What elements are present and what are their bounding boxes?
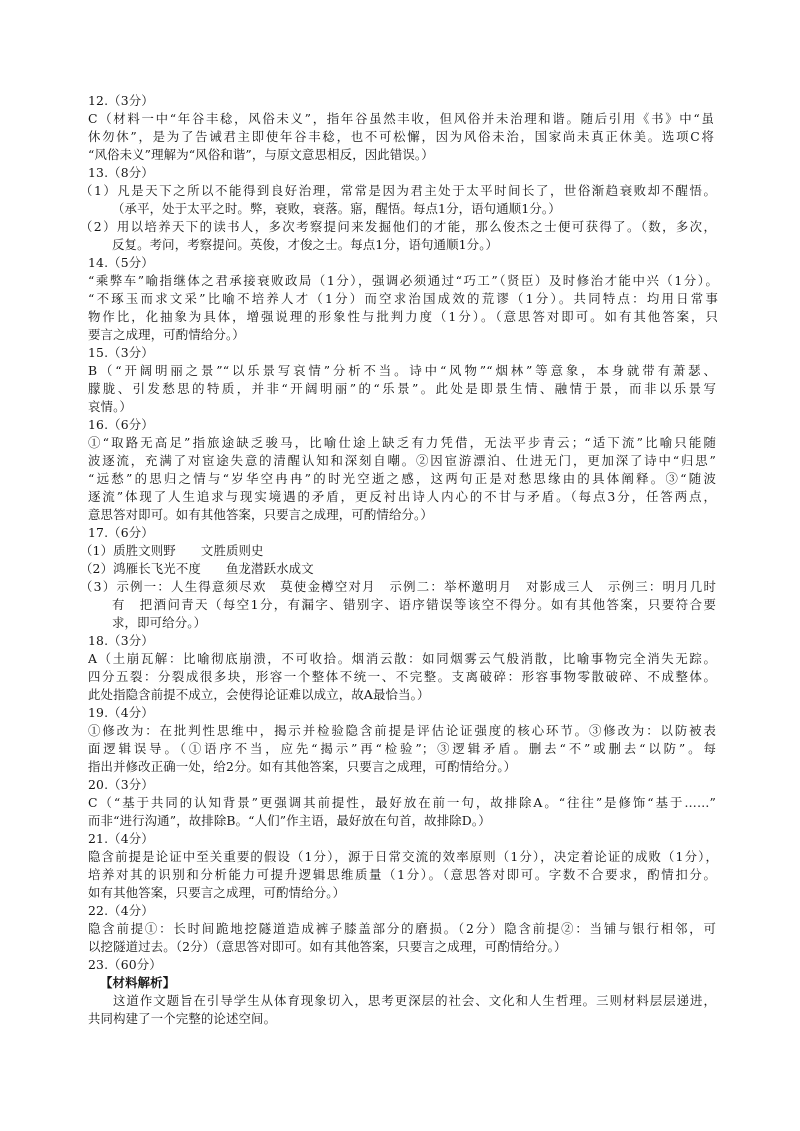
q15-line-3: 哀情。） — [88, 399, 132, 414]
q22-line-1: 隐含前提①：长时间跪地挖隧道造成裤子膝盖部分的磨损。（2分）隐含前提②：当铺与银行相邻，可 — [88, 921, 716, 936]
q12-line-1: C（材料一中“年谷丰稔，风俗未义”，指年谷虽然丰收，但风俗并未治理和谐。随后引用《书》中“虽 — [88, 111, 714, 126]
q16-line-2: 波逐流，充满了对宦途失意的清醒认知和深刻自嘲。②因宦游漂泊、仕进无门，更加深了诗中“归思” — [88, 453, 716, 468]
q19-line-2: 面逻辑误导。（①语序不当，应先“揭示”再“检验”；③逻辑矛盾。删去“不”或删去“以防”。每 — [88, 741, 716, 756]
q21-line-3: 如有其他答案，只要言之成理，可酌情给分。） — [88, 885, 346, 900]
q20-heading: 20.（3分） — [88, 777, 154, 792]
q18-line-1: A（土崩瓦解：比喻彻底崩溃，不可收拾。烟消云散：如同烟雾云气般消散，比喻事物完全消失无踪。 — [88, 651, 716, 666]
q13-line-3: （2）用以培养天下的读书人，多次考察提问来发掘他们的才能，那么俊杰之士便可获得了。（数，多次， — [80, 219, 716, 234]
q17-line-3: （3）示例一：人生得意须尽欢 莫使金樽空对月 示例二：举杯邀明月 对影成三人 示例三：明月几时 — [80, 579, 716, 594]
q17-line-2: （2）鸿雁长飞光不度 鱼龙潜跃水成文 — [80, 561, 314, 576]
q13-line-4: 反复。考问，考察提问。英俊，才俊之士。每点1分，语句通顺1分。） — [112, 237, 499, 252]
q12-line-2: 休勿休”，是为了告诫君主即使年谷丰稔，也不可松懈，因为风俗未治，国家尚未真正休美。选项C将 — [88, 129, 714, 144]
q18-heading: 18.（3分） — [88, 633, 154, 648]
q16-heading: 16.（6分） — [88, 417, 154, 432]
q23-line-2: 共同构建了一个完整的论述空间。 — [88, 1011, 277, 1026]
q14-line-4: 要言之成理，可酌情给分。） — [88, 327, 245, 342]
q19-line-1: ①修改为：在批判性思维中，揭示并检验隐含前提是评估论证强度的核心环节。③修改为：以防被表 — [88, 723, 716, 738]
q19-line-3: 指出并修改正确一处，给2分。如有其他答案，只要言之成理，可酌情给分。） — [88, 759, 517, 774]
q13-line-2: （承平，处于太平之时。弊，衰败，衰落。寤，醒悟。每点1分，语句通顺1分。） — [112, 201, 561, 216]
q20-line-1: C（“基于共同的认知背景”更强调其前提性，最好放在前一句，故排除A。“往往”是修饰“基于……” — [88, 795, 716, 810]
q16-line-3: “远愁”的思归之情与“岁华空冉冉”的时光空逝之感，这两句正是对愁思缘由的具体阐释。③“随波 — [88, 471, 716, 486]
q20-line-2: 而非“进行沟通”，故排除B。“人们”作主语，最好放在句首，故排除D。） — [88, 813, 491, 828]
q12-line-3: “风俗未义”理解为“风俗和谐”，与原文意思相反，因此错误。） — [88, 147, 434, 162]
q15-heading: 15.（3分） — [88, 345, 154, 360]
q14-line-1: “乘弊车”喻指继体之君承接衰败政局（1分），强调必须通过“巧工”（贤臣）及时修治才能中兴（1分）。 — [88, 273, 718, 288]
q18-line-3: 此处指隐含前提不成立，会使得论证难以成立，故A最恰当。） — [88, 687, 430, 702]
q13-heading: 13.（8分） — [88, 165, 154, 180]
q23-line-1: 这道作文题旨在引导学生从体育现象切入，思考更深层的社会、文化和人生哲理。三则材料层层递进， — [113, 993, 716, 1008]
q17-line-1: （1）质胜文则野 文胜质则史 — [80, 543, 264, 558]
q18-line-2: 四分五裂：分裂成很多块，形容一个整体不统一、不完整。支离破碎：形容事物零散破碎、不成整体。 — [88, 669, 716, 684]
q14-line-2: “不琢玉而求文采”比喻不培养人才（1分）而空求治国成效的荒谬（1分）。共同特点：均用日常事 — [88, 291, 718, 306]
q17-line-5: 求，即可给分。） — [112, 615, 207, 630]
q16-line-5: 意思答对即可。如有其他答案，只要言之成理，可酌情给分。） — [88, 507, 433, 522]
q22-heading: 22.（4分） — [88, 903, 154, 918]
q23-material-label: 【材料解析】 — [100, 975, 176, 990]
q23-heading: 23.（60分） — [88, 957, 162, 972]
q17-line-4: 有 把酒问青天（每空1分，有漏字、错别字、语序错误等该空不得分。如有其他答案，只要符合要 — [112, 597, 716, 612]
q19-heading: 19.（4分） — [88, 705, 154, 720]
q17-heading: 17.（6分） — [88, 525, 154, 540]
q14-heading: 14.（5分） — [88, 255, 154, 270]
q21-heading: 21.（4分） — [88, 831, 154, 846]
q15-line-2: 朦胧、引发愁思的特质，并非“开阔明丽”的“乐景”。此处是即景生情、融情于景，而非以乐景写 — [88, 381, 716, 396]
q12-heading: 12.（3分） — [88, 93, 154, 108]
q21-line-2: 培养对其的识别和分析能力可提升逻辑思维质量（1分）。（意思答对即可。字数不合要求，酌情扣分。 — [88, 867, 716, 882]
q15-line-1: B（“开阔明丽之景”“以乐景写哀情”分析不当。诗中“风物”“烟林”等意象，本身就带有萧瑟、 — [88, 363, 716, 378]
q22-line-2: 以挖隧道过去。（2分）（意思答对即可。如有其他答案，只要言之成理，可酌情给分。） — [88, 939, 567, 954]
q16-line-1: ①“取路无高足”指旅途缺乏骏马，比喻仕途上缺乏有力凭借，无法平步青云；“适下流”比喻只能随 — [88, 435, 716, 450]
q13-line-1: （1）凡是天下之所以不能得到良好治理，常常是因为君主处于太平时间长了，世俗渐趋衰败却不醒悟。 — [80, 183, 716, 198]
q14-line-3: 物作比，化抽象为具体，增强说理的形象性与批判力度（1分）。（意思答对即可。如有其他答案，只 — [88, 309, 718, 324]
q16-line-4: 逐流”体现了人生追求与现实境遇的矛盾，更反衬出诗人内心的不甘与矛盾。（每点3分，任答两点， — [88, 489, 716, 504]
q21-line-1: 隐含前提是论证中至关重要的假设（1分），源于日常交流的效率原则（1分），决定着论证的成败（1分）， — [88, 849, 718, 864]
